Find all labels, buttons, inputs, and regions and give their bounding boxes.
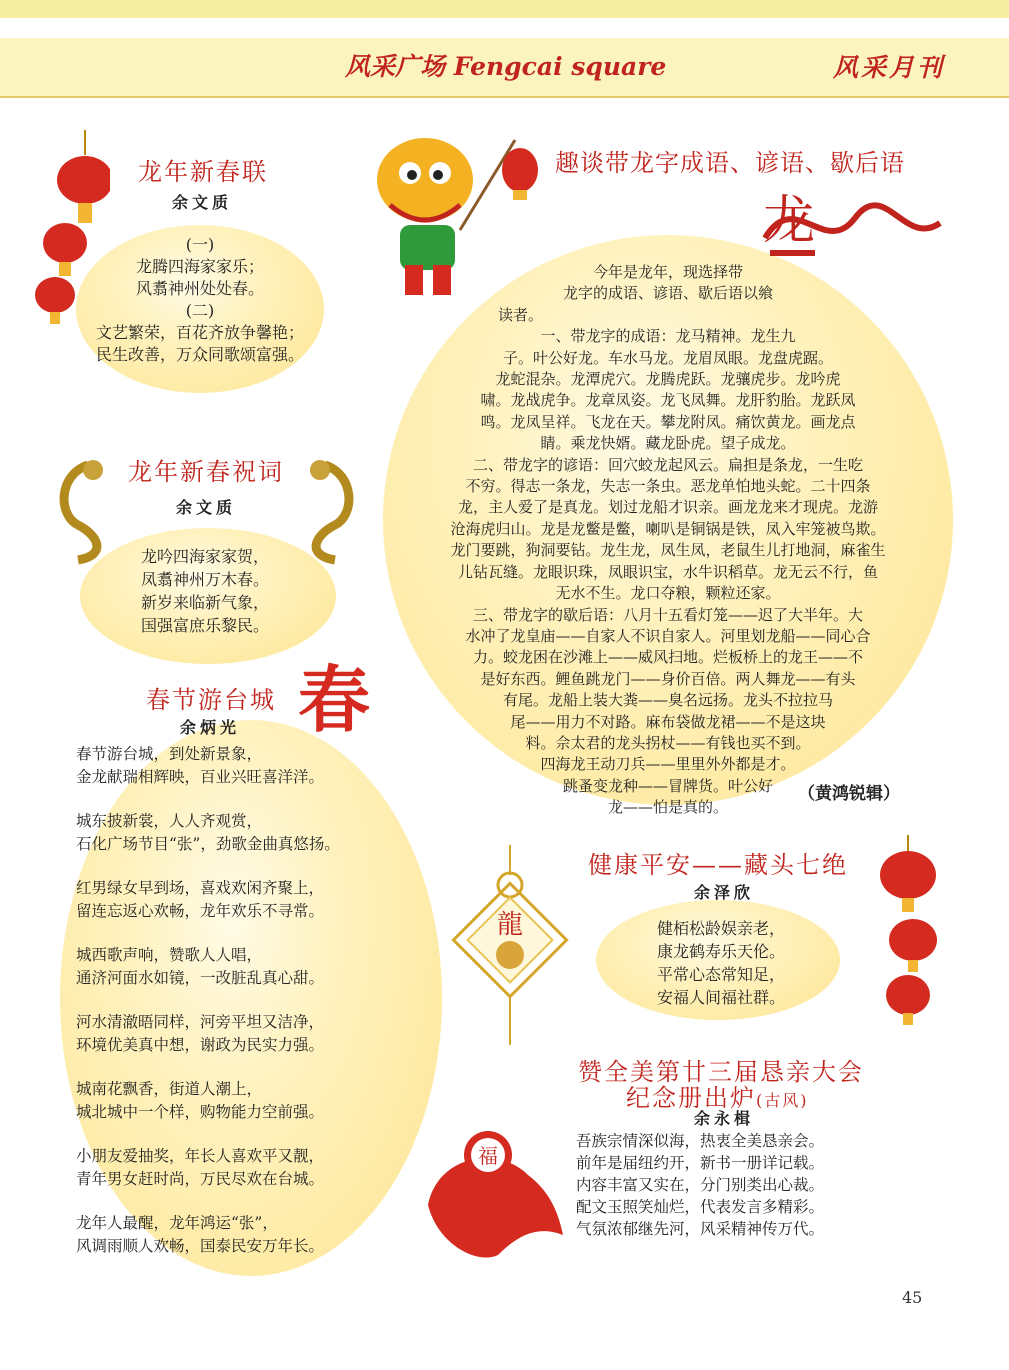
chun-character-icon: 春 <box>297 657 370 742</box>
svg-text:龍: 龍 <box>496 910 524 940</box>
couplet-author: 余文质 <box>172 193 233 212</box>
blessing-author: 余文质 <box>176 498 237 517</box>
spring-tour-title: 春节游台城 <box>146 686 276 714</box>
lanterns-right-icon <box>868 835 948 1025</box>
spring-tour-text: 春节游台城，到处新景象， 金龙献瑞相辉映，百业兴旺喜洋洋。 城东披新裳，人人齐观赏， 石化广场节目“张”，劲歌金曲真悠扬。 红男绿女早到场，喜戏欢闲齐聚上， 留连忘返心欢畅，龙年欢乐不寻常。 城西歌声响，赞歌人人唱， 通济河面水如镜，一改脏乱真心甜。 河水清澈晤同样，河旁平坦又洁净， 环境优美真中想，谢政为民实力强。 城南花飘香，街道人潮上， 城北城中一个样，购物能力空前强。 小朋友爱抽奖，年长人喜欢平又靓， 青年男女赶时尚，万民尽欢在台城。 龙年人最醒，龙年鸿运“张”， 风调雨顺人欢畅，国泰民安万年长。 <box>76 745 340 1255</box>
article-editor: （黄鸿锐辑） <box>798 784 900 804</box>
article-body: 今年是龙年，现选择带 龙字的成语、谚语、歇后语以飨 读者。 一、带龙字的成语：龙马精神。龙生九 子。叶公好龙。车水马龙。龙眉凤眼。龙盘虎踞。 龙蛇混杂。龙潭虎穴。龙腾虎跃。龙骧虎步。龙吟虎 啸。龙战虎争。龙章凤姿。龙飞凤舞。龙肝豹胎。龙跃凤 鸣。龙凤呈祥。飞龙在天。攀龙附凤。痛饮黄龙。画龙点 睛。乘龙快婿。藏龙卧虎。望子成龙。 二、带龙字的谚语：回穴蛟龙起风云。扁担是条龙，一生吃 不穷。得志一条龙，失志一条虫。恶龙单怕地头蛇。二十四条 龙，主人爱了是真龙。划过龙船才识亲。画龙龙来才现虎。龙游 沧海虎归山。龙是龙鳖是鳖，喇叭是铜锅是铁，凤入牢笼被鸟欺。 龙门要跳，狗洞要钻。龙生龙，凤生凤，老鼠生儿打地洞，麻雀生 儿钻瓦缝。龙眼识珠，凤眼识宝，水牛识稻草。龙无云不行，鱼 无水不生。龙口夺粮，颗粒还家。 三、带龙字的歇后语：八月十五看灯笼——迟了大半年。大 水冲了龙皇庙——自家人不识自家人。河里划龙船——同心合 力。蛟龙困在沙滩上——威风扫地。烂板桥上的龙王——不 是好东西。鲤鱼跳龙门——身价百倍。两人舞龙——有头 有尾。龙船上装大粪——臭名远扬。龙头不拉拉马 尾——用力不对路。麻布袋做龙裙——不是这块 料。佘太君的龙头拐杖——有钱也买不到。 四海龙王动刀兵——里里外外都是才。 跳蚤变龙种——冒牌货。叶公好 龙——怕是真的。 <box>450 263 886 817</box>
reunion-title-line2: 纪念册出炉(古风) <box>626 1084 809 1112</box>
article-title: 趣谈带龙字成语、谚语、歇后语 <box>555 149 905 177</box>
header-rule <box>0 96 1009 98</box>
blessing-text: 龙吟四海家家贺， 凤翥神州万木春。 新岁来临新气象， 国强富庶乐黎民。 <box>140 547 269 635</box>
chinese-knot-icon <box>440 845 580 1045</box>
fish-papercut-icon <box>418 1115 568 1270</box>
couplet-text: (一) 龙腾四海家家乐； 风翥神州处处春。 (二) 文艺繁荣，百花齐放争馨艳； 民生改善，万众同歌颂富强。 <box>95 235 304 364</box>
svg-text:福: 福 <box>478 1144 498 1168</box>
health-author: 余泽欣 <box>694 883 755 902</box>
red-dragon-calligraphy-icon <box>755 178 945 268</box>
health-title: 健康平安——藏头七绝 <box>588 851 848 879</box>
svg-text:龙: 龙 <box>763 191 816 251</box>
page-number: 45 <box>902 1288 923 1307</box>
spring-tour-author: 余炳光 <box>180 718 241 737</box>
reunion-title-line1: 赞全美第廿三届恳亲大会 <box>578 1058 864 1086</box>
reunion-text: 吾族宗情深似海，热衷全美恳亲会。 前年是届纽约开，新书一册详记载。 内容丰富又实在，分门别类出心裁。 配文玉照笑灿烂，代表发言多精彩。 气氛浓郁继先河，风采精神传万代。 <box>576 1132 825 1238</box>
couplet-title: 龙年新春联 <box>138 158 268 186</box>
reunion-author: 余永楫 <box>694 1109 755 1128</box>
magazine-title: 风采月刊 <box>833 53 946 82</box>
blessing-title: 龙年新春祝词 <box>128 458 284 486</box>
top-strip <box>0 0 1009 18</box>
section-title: 风采广场 Fengcai square <box>345 52 667 81</box>
health-text: 健栢松龄娱亲老， 康龙鹤寿乐天伦。 平常心态常知足， 安福人间福社群。 <box>656 919 785 1007</box>
